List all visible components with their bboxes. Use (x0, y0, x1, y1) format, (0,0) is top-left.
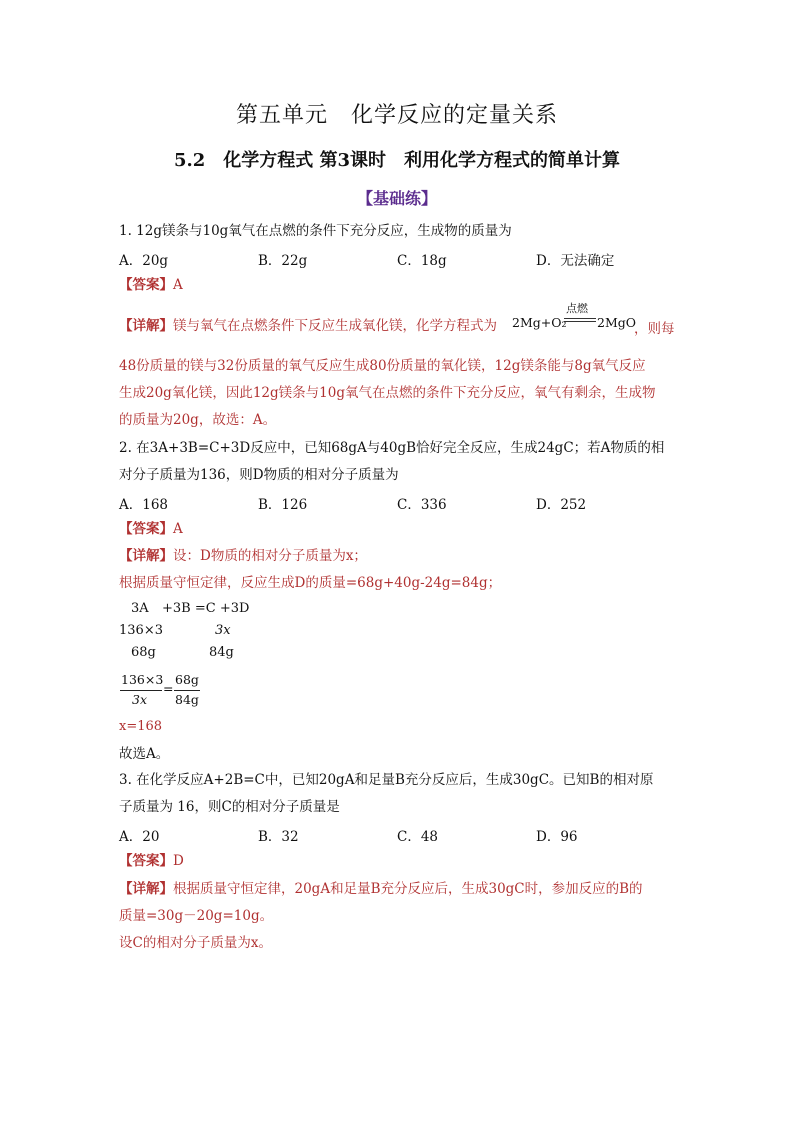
q1-answer (119, 276, 183, 294)
q2-option-d: D．252 (536, 497, 587, 513)
q1-detail-line-3: 生成20g氧化镁，因此12g镁条与10g氧气在点燃的条件下充分反应，氧气有剩余，生成物 (119, 385, 656, 401)
detail-text: 设：D物质的相对分子质量为x； (173, 548, 367, 564)
fraction-1-numerator: 136×3 (121, 672, 164, 687)
q3-stem-line-1: 3. 在化学反应A+2B=C中，已知20gA和足量B充分反应后，生成30gC。已知B的相对原 (119, 772, 654, 788)
answer-tag: 【答案】 (119, 277, 173, 293)
fraction-1-denominator: 3x (132, 692, 148, 707)
detail-text: 镁与氧气在点燃条件下反应生成氧化镁，化学方程式为 (173, 318, 497, 334)
q3-option-c: C．48 (397, 829, 439, 845)
q1-option-b: B．22g (258, 253, 308, 269)
calc-row-mass-b: 3x (215, 623, 231, 638)
calc-row-actual-b: 84g (209, 645, 234, 660)
fraction-1-bar (120, 690, 162, 691)
q3-option-a: A．20 (119, 829, 160, 845)
q2-detail-line-1 (119, 547, 367, 565)
q3-stem-line-2: 子质量为 16，则C的相对分子质量是 (119, 799, 340, 815)
answer-value: A (173, 277, 183, 293)
q1-detail-line-1 (119, 317, 497, 335)
q2-conclusion: 故选A。 (119, 746, 170, 762)
detail-tag: 【详解】 (119, 548, 173, 564)
q3-option-b: B．32 (258, 829, 299, 845)
q1-detail-line-4: 的质量为20g，故选：A。 (119, 412, 277, 428)
q3-detail-line-1 (119, 880, 643, 898)
calc-result: x=168 (119, 719, 163, 734)
calc-equation-a: 3A (131, 601, 149, 616)
q1-stem: 1. 12g镁条与10g氧气在点燃的条件下充分反应，生成物的质量为 (119, 223, 512, 239)
q3-detail-line-2: 质量=30g－20g=10g。 (119, 908, 274, 924)
q3-option-d: D．96 (536, 829, 578, 845)
detail-tag: 【详解】 (119, 881, 173, 897)
q2-option-c: C．336 (397, 497, 447, 513)
detail-text: 根据质量守恒定律，20gA和足量B充分反应后，生成30gC时，参加反应的B的 (173, 881, 643, 897)
calc-row-actual-a: 68g (131, 645, 156, 660)
answer-value: D (173, 853, 184, 869)
q3-answer (119, 852, 184, 870)
equation-left: 2Mg+O₂ (512, 315, 567, 330)
q2-detail-line-2: 根据质量守恒定律，反应生成D的质量=68g+40g-24g=84g； (119, 575, 502, 591)
answer-tag: 【答案】 (119, 853, 173, 869)
q1-option-c: C．18g (397, 253, 447, 269)
q3-detail-line-3: 设C的相对分子质量为x。 (119, 935, 272, 951)
q1-option-a: A．20g (119, 253, 169, 269)
fraction-equals: = (163, 681, 174, 696)
fraction-2-bar (174, 690, 200, 691)
q2-option-b: B．126 (258, 497, 308, 513)
q2-answer (119, 520, 183, 538)
page-title: 第五单元 化学反应的定量关系 (235, 103, 558, 128)
q2-option-a: A．168 (119, 497, 169, 513)
equation-right: 2MgO (597, 315, 637, 330)
q2-stem-line-2: 对分子质量为136，则D物质的相对分子质量为 (119, 467, 399, 483)
equation-arrow (564, 318, 596, 322)
lesson-subtitle: 5.2 化学方程式 第3课时 利用化学方程式的简单计算 (173, 150, 621, 171)
detail-text: ，则每 (634, 321, 675, 337)
q2-stem-line-1: 2. 在3A+3B=C+3D反应中，已知68gA与40gB恰好完全反应，生成24gC；若A物质的相 (119, 440, 665, 456)
fraction-2-numerator: 68g (175, 672, 199, 687)
fraction-2-denominator: 84g (175, 692, 199, 707)
detail-tag: 【详解】 (119, 318, 173, 334)
calc-row-mass-a: 136×3 (119, 623, 163, 638)
q1-option-d: D．无法确定 (536, 253, 615, 269)
calc-equation-b: +3B =C +3D (162, 601, 250, 616)
answer-tag: 【答案】 (119, 521, 173, 537)
equation-condition: 点燃 (566, 302, 588, 315)
q1-detail-line-2: 48份质量的镁与32份质量的氧气反应生成80份质量的氧化镁，12g镁条能与8g氧气反应 (119, 358, 646, 374)
answer-value: A (173, 521, 183, 537)
section-heading: 【基础练】 (356, 189, 437, 208)
